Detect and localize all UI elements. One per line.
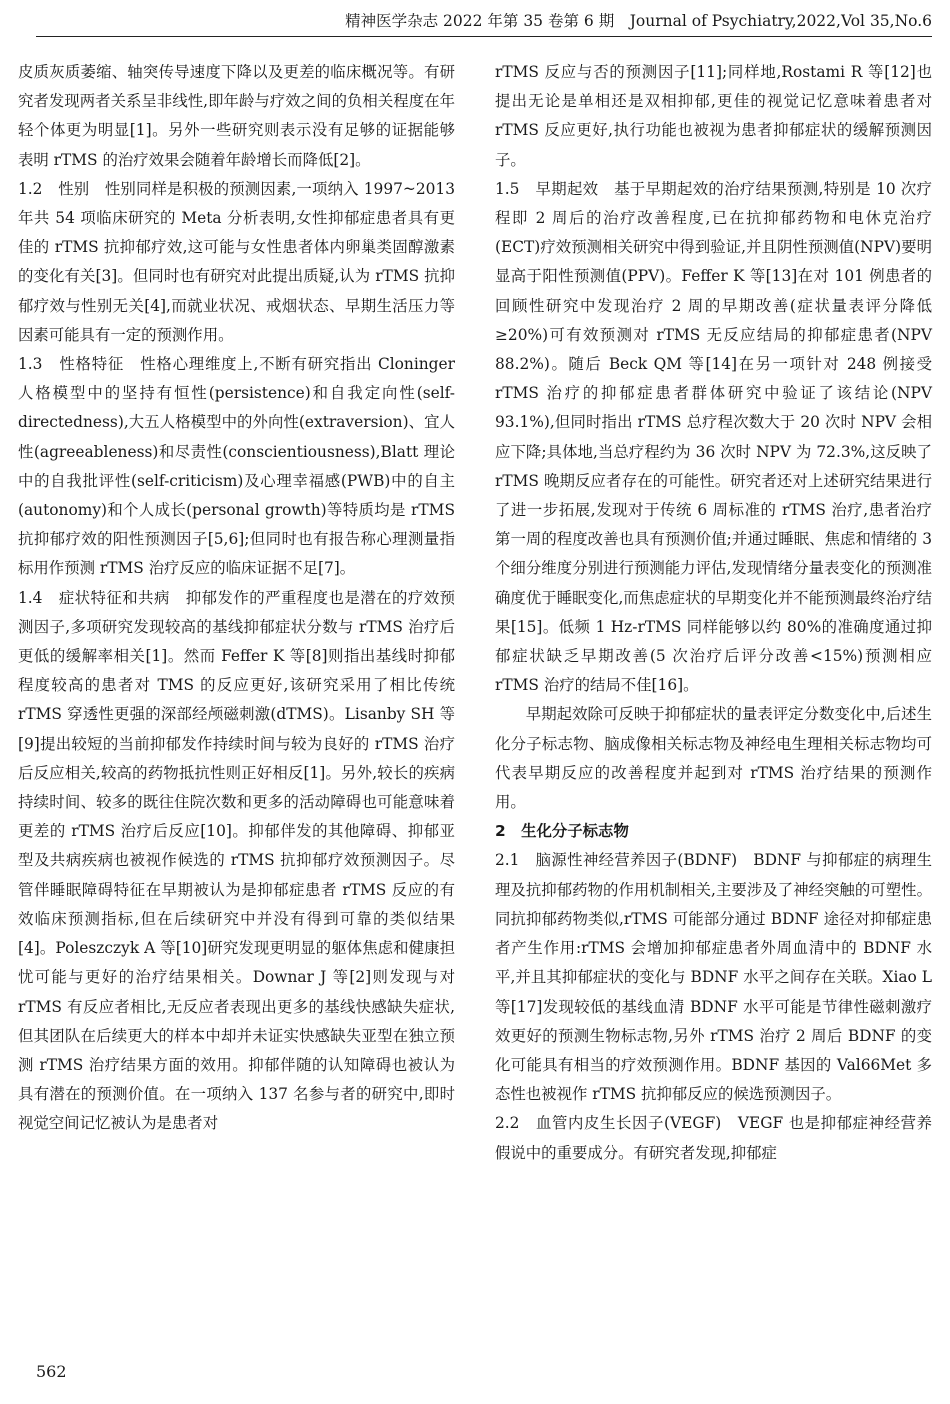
section-2-heading: 2 生化分子标志物 bbox=[495, 822, 629, 841]
section-1-4-paragraph: 1.4 症状特征和共病 抑郁发作的严重程度也是潜在的疗效预测因子,多项研究发现较高的基线抑郁症状分数与 rTMS 治疗后更低的缓解率相关[1]。然而 Feffer K 等[8]则指出基线时抑郁程度较高的患者对 TMS 的反应更好,该研究采用了相比传统 rTMS 穿透性更强的深部经颅磁刺激(dTMS)。Lisanby SH 等[9]提出较短的当前抑郁发作持续时间与较为良好的 rTMS 治疗后反应相关,较高的药物抵抗性则正好相反[1]。另外,较长的疾病持续时间、较多的既往住院次数和更多的活动障碍也可能意味着更差的 rTMS 治疗后反应[10]。抑郁伴发的其他障碍、抑郁亚型及共病疾病也被视作候选的 rTMS 抗抑郁疗效预测因子。尽管伴睡眠障碍特征在早期被认为是抑郁症患者 rTMS 反应的有效临床预测指标,但在后续研究中并没有得到可靠的类似结果[4]。Poleszczyk A 等[10]研究发现更明显的躯体焦虑和健康担忧可能与更好的治疗结果相关。Downar J 等[2]则发现与对 rTMS 有反应者相比,无反应者表现出更多的基线快感缺失症状,但其团队在后续更大的样本中却并未证实快感缺失亚型在独立预测 rTMS 治疗结果方面的效用。抑郁伴随的认知障碍也被认为具有潜在的预测价值。在一项纳入 137 名参与者的研究中,即时视觉空间记忆被认为是患者对 bbox=[18, 588, 455, 1133]
right-column bbox=[495, 58, 932, 1168]
section-1-2-paragraph: 1.2 性别 性别同样是积极的预测因素,一项纳入 1997~2013 年共 54 项临床研究的 Meta 分析表明,女性抑郁症患者具有更佳的 rTMS 抗抑郁疗效,这可能与女性患者体内卵巢类固醇激素的变化有关[3]。但同时也有研究对此提出质疑,认为 rTMS 抗抑郁疗效与性别无关[4],而就业状况、戒烟状态、早期生活压力等因素可能具有一定的预测作用。 bbox=[18, 179, 455, 344]
section-2-2-paragraph: 2.2 血管内皮生长因子(VEGF) VEGF 也是抑郁症神经营养假说中的重要成分。有研究者发现,抑郁症 bbox=[495, 1114, 932, 1162]
section-2-1-paragraph: 2.1 脑源性神经营养因子(BDNF) BDNF 与抑郁症的病理生理及抗抑郁药物的作用机制相关,主要涉及了神经突触的可塑性。同抗抑郁药物类似,rTMS 可能部分通过 BDNF 途径对抑郁症患者产生作用:rTMS 会增加抑郁症患者外周血清中的 BDNF 水平,并且其抑郁症状的变化与 BDNF 水平之间存在关联。Xiao L 等[17]发现较低的基线血清 BDNF 水平可能是节律性磁刺激疗效更好的预测生物标志物,另外 rTMS 治疗 2 周后 BDNF 的变化可能具有相当的疗效预测作用。BDNF 基因的 Val66Met 多态性也被视作 rTMS 抗抑郁反应的候选预测因子。 bbox=[495, 851, 932, 1104]
running-header-text: 精神医学杂志 2022 年第 35 卷第 6 期 Journal of Psychiatry,2022,Vol 35,No.6 bbox=[345, 12, 932, 30]
paragraph: rTMS 反应与否的预测因子[11];同样地,Rostami R 等[12]也提出无论是单相还是双相抑郁,更佳的视觉记忆意味着患者对 rTMS 反应更好,执行功能也被视为患者抑郁症状的缓解预测因子。 bbox=[495, 63, 932, 169]
page-number: 562 bbox=[36, 1362, 67, 1381]
left-column bbox=[18, 58, 455, 1139]
paragraph: 皮质灰质萎缩、轴突传导速度下降以及更差的临床概况等。有研究者发现两者关系呈非线性,即年龄与疗效之间的负相关程度在年轻个体更为明显[1]。另外一些研究则表示没有足够的证据能够表明 rTMS 的治疗效果会随着年龄增长而降低[2]。 bbox=[18, 63, 455, 169]
section-1-3-paragraph: 1.3 性格特征 性格心理维度上,不断有研究指出 Cloninger 人格模型中的坚持有恒性(persistence)和自我定向性(self-directedness),大五人格模型中的外向性(extraversion)、宜人性(agreeableness)和尽责性(conscientiousness),Blatt 理论中的自我批评性(self-criticism)及心理幸福感(PWB)中的自主(autonomy)和个人成长(personal growth)等特质均是 rTMS 抗抑郁疗效的阳性预测因子[5,6];但同时也有报告称心理测量指标用作预测 rTMS 治疗反应的临床证据不足[7]。 bbox=[18, 355, 455, 578]
running-header bbox=[36, 6, 932, 37]
section-1-5-paragraph: 1.5 早期起效 基于早期起效的治疗结果预测,特别是 10 次疗程即 2 周后的治疗改善程度,已在抗抑郁药物和电休克治疗(ECT)疗效预测相关研究中得到验证,并且阴性预测值(NPV)要明显高于阳性预测值(PPV)。Feffer K 等[13]在对 101 例患者的回顾性研究中发现治疗 2 周的早期改善(症状量表评分降低≥20%)可有效预测对 rTMS 无反应结局的抑郁症患者(NPV 88.2%)。随后 Beck QM 等[14]在另一项针对 248 例接受 rTMS 治疗的抑郁症患者群体研究中验证了该结论(NPV 93.1%),但同时指出 rTMS 总疗程次数大于 20 次时 NPV 会相应下降;具体地,当总疗程约为 36 次时 NPV 为 72.3%,这反映了 rTMS 晚期反应者存在的可能性。研究者还对上述研究结果进行了进一步拓展,发现对于传统 6 周标准的 rTMS 治疗,患者治疗第一周的程度改善也具有预测价值;并通过睡眠、焦虑和情绪的 3 个细分维度分别进行预测能力评估,发现情绪分量表变化的预测准确度优于睡眠变化,而焦虑症状的早期变化并不能预测最终治疗结果[15]。低频 1 Hz-rTMS 同样能够以约 80%的准确度通过抑郁症状缺乏早期改善(5 次治疗后评分改善<15%)预测相应 rTMS 治疗的结局不佳[16]。 bbox=[495, 179, 932, 695]
indented-paragraph: 早期起效除可反映于抑郁症状的量表评定分数变化中,后述生化分子标志物、脑成像相关标志物及神经电生理相关标志物均可代表早期反应的改善程度并起到对 rTMS 治疗结果的预测作用。 bbox=[495, 705, 932, 812]
